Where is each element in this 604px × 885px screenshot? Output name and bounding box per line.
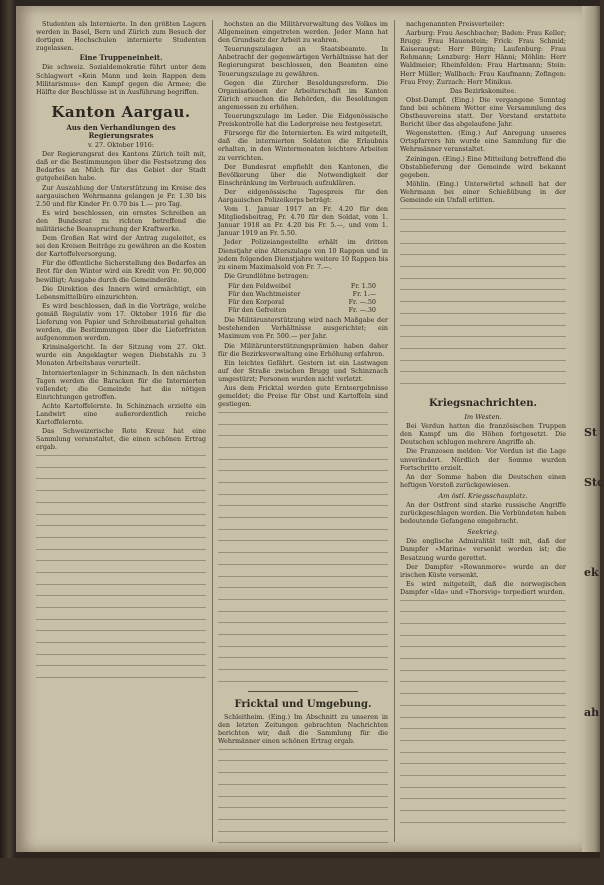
section-title-kanton-aargau: Kanton Aargau. — [51, 102, 191, 121]
tariff-label: Für den Gefreiten — [228, 306, 287, 315]
tariff-label: Für den Korporal — [228, 298, 285, 307]
divider — [248, 691, 358, 692]
book-spine — [0, 0, 16, 858]
article-paragraph: Achte Kartoffelernte. In Schinznach erzielte ein Landwirt eine außerordentlich reiche Kartoffelernte. — [36, 401, 206, 427]
article-paragraph: Der Regierungsrat des Kantons Zürich teilt mit, daß er die Bestimmungen über die Festsetzung des Bedarfes an Milch für das Gebiet der Stadt gutgeheißen habe. — [36, 150, 206, 183]
article-paragraph: Die Franzosen melden: Vor Verdun ist die Lage unverändert. Nördlich der Somme wurden Fortschritte erzielt. — [400, 447, 566, 472]
article-paragraph: Der Dampfer »Rowanmore« wurde an der irischen Küste versenkt. — [400, 562, 566, 579]
article-paragraph: Jeder Polizeiangestellte erhält im dritten Dienstjahr eine Alterszulage von 10 Rappen und in jedem folgenden Dienstjahre weitere 10 Rappen bis zu einem Maximalsold von Fr. 7.—. — [218, 238, 388, 271]
article-paragraph: Der eidgenössische Tagespreis für den Aargauischen Polizeikorps beträgt: — [218, 187, 388, 204]
signature-line: Das Bezirkskomitee. — [449, 86, 517, 95]
article-paragraph: Bei Verdun hatten die französischen Truppen den Kampf um die Höhen fortgesetzt. Die Deutschen schlugen mehrere Angriffe ab. — [400, 422, 566, 447]
article-paragraph: Aus dem Fricktal werden gute Ernteergebnisse gemeldet; die Preise für Obst und Kartoffeln sind gestiegen. — [218, 384, 388, 409]
article-paragraph: nachgenannten Preisverteiler: — [406, 20, 505, 28]
article-paragraph: An der Ostfront sind starke russische Angriffe zurückgeschlagen worden. Die Verbündeten haben bedeutende Gefangene eingebracht. — [400, 501, 566, 526]
article-paragraph: Wegenstetten. (Eing.) Auf Anregung unseres Ortspfarrers hin wurde eine Sammlung für die Wehrmänner veranstaltet. — [400, 129, 566, 154]
article-paragraph: Teuerungszulagen an Staatsbeamte. In Anbetracht der gegenwärtigen Verhältnisse hat der Regierungsrat beschlossen, den Beamten eine Teuerungszulage zu gewähren. — [218, 45, 388, 78]
illegible-text-lines — [400, 600, 566, 830]
tariff-value: Fr. —.30 — [348, 306, 376, 315]
article-paragraph: Die englische Admiralität teilt mit, daß der Dampfer »Marina« versenkt worden ist; die Besatzung wurde gerettet. — [400, 537, 566, 562]
column-rule — [212, 20, 213, 842]
article-date: v. 27. Oktober 1916: — [87, 141, 154, 150]
article-paragraph: Die Militärunterstützungsprämien haben daher für die Bezirksverwaltung eine Erhöhung erfahren. — [218, 341, 388, 358]
tariff-label: Für den Feldweibel — [228, 281, 291, 290]
distributor-list: Aarburg: Frau Aeschbacher; Baden: Frau Keller; Brugg: Frau Hauenstein; Frick: Frau Schmid; Kaiseraugst: Herr Bürgin; Laufenburg: Frau Rehmann; Lenzburg: Herr Hänni; Möhlin: Herr Waldmeier; Rheinfelden: Frau Hartmann; Stein: Herr Müller; Wallbach: Frau Kaufmann; Zofingen: Frau Frey; Zurzach: Herr Minikus. — [400, 29, 566, 86]
column-middle — [218, 20, 388, 842]
article-paragraph: Die schweiz. Sozialdemokratie führt unter dem Schlagwort »Kein Mann und kein Rappen dem Militarismus« den Kampf gegen die Armee; die Hälfte der Beschlüsse ist in Ausführung begriffen. — [36, 63, 206, 96]
article-paragraph: Es wird mitgeteilt, daß die norwegischen Dampfer »Ida« und »Thorsvig« torpediert wurden. — [400, 579, 566, 596]
edge-text: St — [584, 426, 598, 439]
article-paragraph: Ein leichtes Gefährt. Gestern ist ein Lastwagen auf der Straße zwischen Brugg und Schinznach umgestürzt; Personen wurden nicht verletzt. — [218, 358, 388, 383]
column-left — [36, 20, 206, 842]
article-paragraph: Es wird beschlossen, ein ernstes Schreiben an den Bundesrat zu richten betreffend die militärische Beanspruchung der Kraftwerke. — [36, 208, 206, 233]
column-rule — [394, 20, 395, 842]
article-paragraph: Möhlin. (Eing.) Unterwörtel schnell hat der Wehrmann bei einer Schießübung in der Gemeinde ein Unfall erlitten. — [400, 179, 566, 204]
subsection-title: Am östl. Kriegsschauplatz. — [438, 491, 528, 500]
article-paragraph: Dem Großen Rat wird der Antrag zugeleitet, es sei den Kreisen Beiträge zu gewähren an die Kosten der Kartoffelversorgung. — [36, 234, 206, 259]
illegible-text-lines — [36, 455, 206, 685]
section-title-fricktal: Fricktal und Umgebung. — [234, 698, 372, 710]
article-paragraph: Der Bundesrat empfiehlt den Kantonen, die Bevölkerung über die Notwendigkeit der Einschränkung im Verbrauch aufzuklären. — [218, 162, 388, 187]
article-paragraph: Es wird beschlossen, daß in die Vorträge, welche gemäß Regulativ vom 17. Oktober 1916 für die Lieferung von Papier und Schreibmaterial gehalten werden, die Bestimmungen über die Lieferfristen aufgenommen werden. — [36, 301, 206, 343]
article-heading: Aus den Verhandlungen des Regierungsrates — [66, 122, 176, 140]
tariff-table — [228, 282, 388, 314]
tariff-row — [228, 282, 388, 290]
tariff-label: Für den Wachtmeister — [228, 290, 301, 298]
next-page-edge — [582, 6, 604, 852]
article-paragraph: Das Schweizerische Rote Kreuz hat eine Sammlung veranstaltet, die einen schönen Ertrag ergab. — [36, 427, 206, 452]
article-paragraph: Obst-Dampf. (Eing.) Die vergangene Sonntag fand bei schönem Wetter eine Versammlung des Obstbauvereins statt. Der Vorstand erstattete Bericht über das abgelaufene Jahr. — [400, 95, 566, 129]
subsection-title: Im Westen. — [464, 413, 502, 422]
newspaper-page — [16, 6, 582, 852]
article-paragraph: Gegen die Zürcher Besoldungsreform. Die Organisationen der Arbeiterschaft im Kanton Zürich ersuchen die Behörden, die Besoldungen angemessen zu erhöhen. — [218, 78, 388, 111]
tariff-value: Fr. 1.50 — [350, 281, 376, 290]
article-paragraph: Teuerungszulage im Leder. Die Eidgenössische Preiskontrolle hat die Lederpreise neu festgesetzt. — [218, 112, 388, 129]
article-paragraph: Schleitheim. (Eing.) Im Abschnitt zu unseren in den letzten Zeitungen gebrachten Nachrichten berichten wir, daß die Sammlung für die Wehrmänner einen schönen Ertrag ergab. — [218, 712, 388, 746]
article-paragraph: Kriminalgericht. In der Sitzung vom 27. Okt. wurde ein Angeklagter wegen Diebstahls zu 3 Monaten Arbeitshaus verurteilt. — [36, 343, 206, 368]
edge-text: Stc — [584, 476, 604, 489]
article-paragraph: Zeiningen. (Eing.) Eine Mitteilung betreffend die Obstablieferung der Gemeinde wird bekannt gegeben. — [400, 154, 566, 179]
article-paragraph: An der Somme haben die Deutschen einen heftigen Vorstoß zurückgewiesen. — [400, 472, 566, 489]
article-paragraph: Die Militärunterstützung wird nach Maßgabe der bestehenden Verhältnisse ausgerichtet; ein Maximum von Fr. 500.— per Jahr. — [218, 316, 388, 341]
illegible-text-lines — [400, 208, 566, 391]
illegible-text-lines — [218, 412, 388, 689]
illegible-text-lines — [218, 749, 388, 885]
column-right — [400, 20, 566, 842]
tariff-row — [228, 306, 388, 314]
tariff-row — [228, 290, 388, 298]
edge-text: ah — [584, 706, 600, 719]
article-paragraph: Zur Auszahlung der Unterstützung im Kreise des aargauischen Wehrmanns gelangen je Fr. 1.30 bis 2.50 und für Kinder Fr. 0.70 bis 1.— pro Tag. — [36, 183, 206, 208]
article-paragraph: Die Direktion des Innern wird ermächtigt, ein Lebensmittelbüro einzurichten. — [36, 284, 206, 301]
tariff-value: Fr. 1.— — [352, 290, 376, 298]
article-paragraph: Studenten als Internierte. In den größten Lagern werden in Basel, Bern und Zürich zum Besuch der dortigen Hochschulen internierte Studenten zugelassen. — [36, 20, 206, 53]
article-paragraph: Interniertenlager in Schinznach. In den nächsten Tagen werden die Baracken für die Internierten vollendet; die Gemeinde hat die nötigen Einrichtungen getroffen. — [36, 368, 206, 401]
subsection-title: Seekrieg. — [467, 528, 499, 537]
section-title-kriegsnachrichten: Kriegsnachrichten. — [428, 398, 537, 410]
tariff-row — [228, 298, 388, 306]
tariff-heading: Die Grundlöhne betragen: — [224, 271, 309, 280]
tariff-value: Fr. —.50 — [348, 298, 376, 307]
article-heading: Eine Truppeneinheit. — [79, 53, 163, 63]
article-paragraph: Fürsorge für die Internierten. Es wird mitgeteilt, daß die internierten Soldaten die Erlaubnis erhalten, in den Wintermonaten leichtere Arbeiten zu verrichten. — [218, 129, 388, 162]
article-paragraph: Vom 1. Januar 1917 an Fr. 4.20 für den Mitgliedsbeitrag, Fr. 4.70 für den Soldat, vom 1. Januar 1918 an Fr. 4.20 bis Fr. 5.—, und vom 1. Januar 1919 an Fr. 5.50. — [218, 205, 388, 238]
article-paragraph: Für die öffentliche Sicherstellung des Bedarfes an Brot für den Winter wird ein Kredit von Fr. 90,000 bewilligt; Ausgabe durch die Gemeinderäte. — [36, 259, 206, 284]
article-paragraph: hochsten an die Militärverwaltung des Volkes im Allgemeinen eingetreten werden. Jeder Mann hat den Grundsatz der Arbeit zu wahren. — [218, 20, 388, 45]
edge-text: ek — [584, 566, 599, 579]
